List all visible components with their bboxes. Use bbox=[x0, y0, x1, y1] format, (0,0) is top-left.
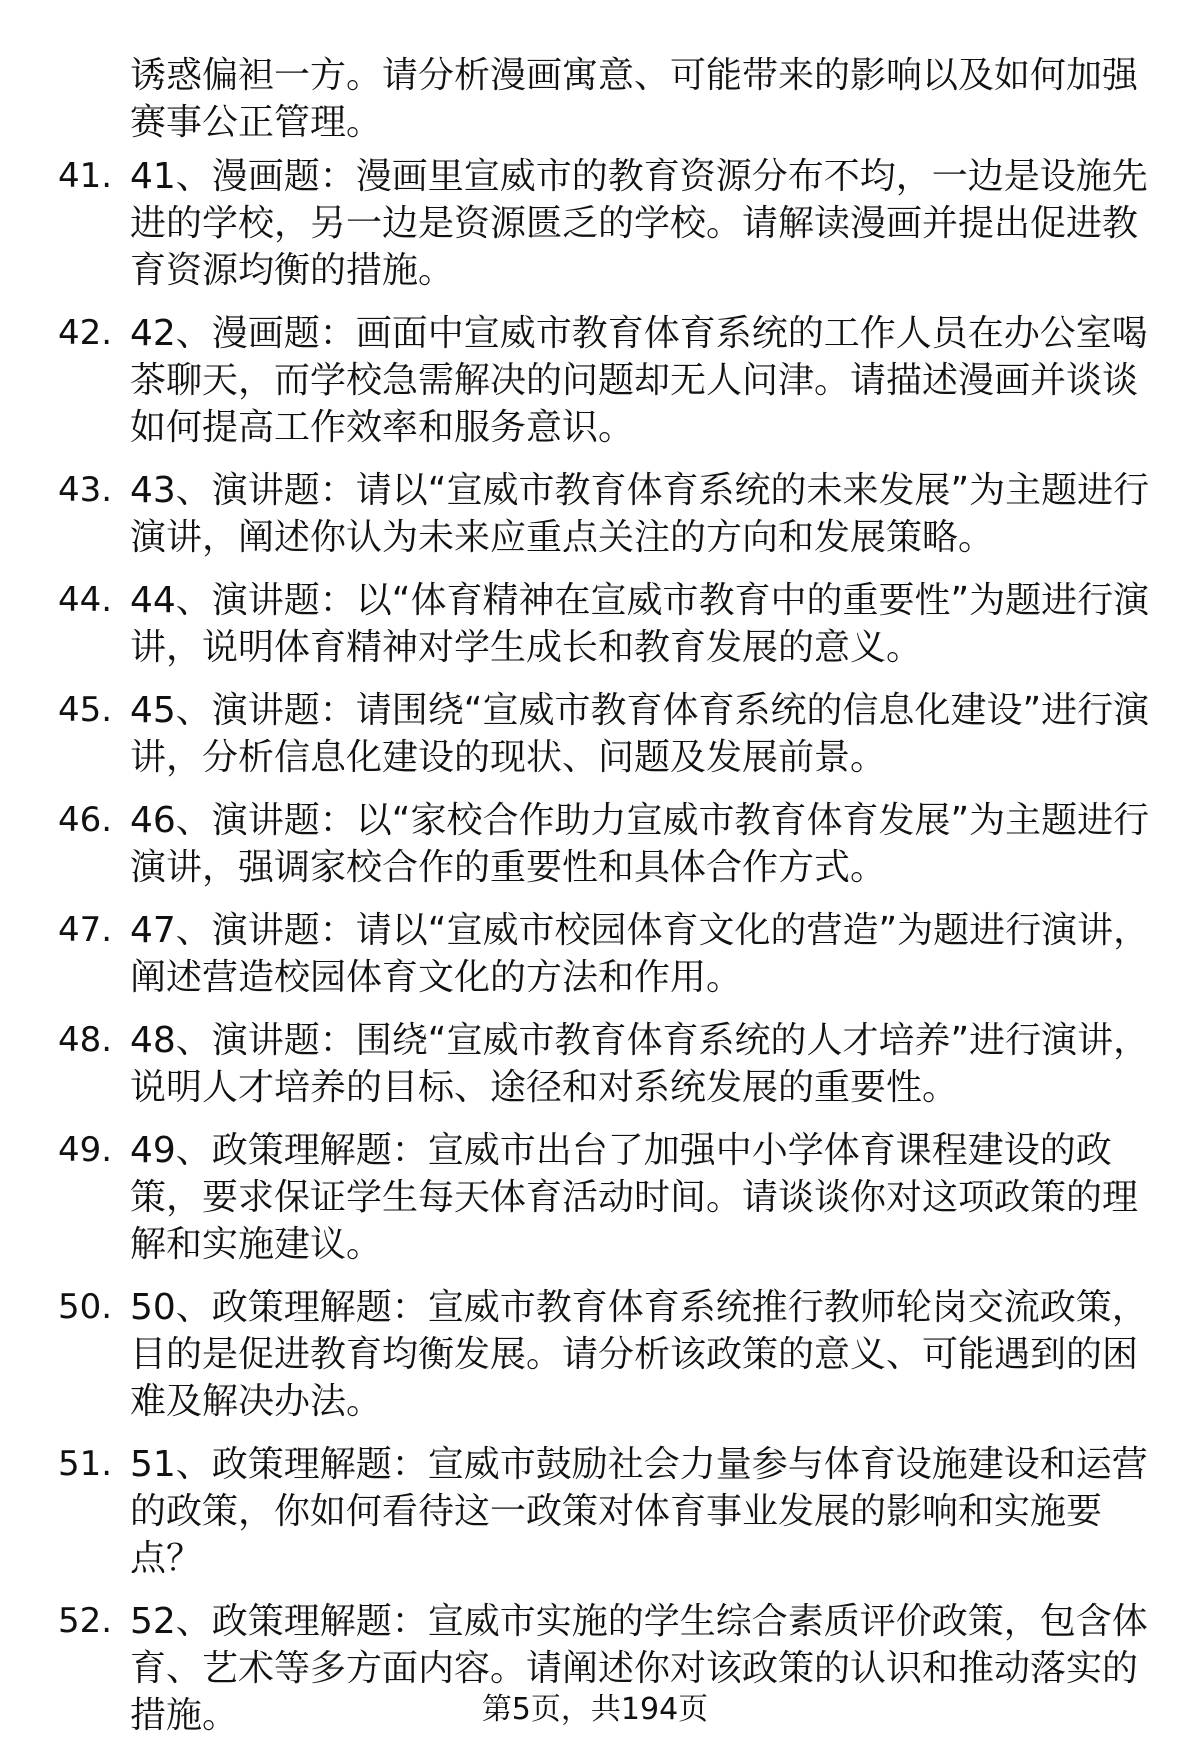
list-item bbox=[0, 310, 1190, 451]
item-number: 51. bbox=[58, 1444, 113, 1484]
list-item bbox=[0, 1127, 1190, 1268]
item-text: 48、演讲题：围绕“宣威市教育体育系统的人才培养”进行演讲，说明人才培养的目标、途径和对系统发展的重要性。 bbox=[130, 1020, 1150, 1108]
item-number: 41. bbox=[58, 156, 113, 196]
item-text: 46、演讲题：以“家校合作助力宣威市教育体育发展”为主题进行演讲，强调家校合作的重要性和具体合作方式。 bbox=[130, 800, 1150, 888]
list-item bbox=[0, 577, 1190, 671]
item-text: 49、政策理解题：宣威市出台了加强中小学体育课程建设的政策，要求保证学生每天体育活动时间。请谈谈你对这项政策的理解和实施建议。 bbox=[130, 1130, 1139, 1265]
item-number: 46. bbox=[58, 800, 113, 840]
list-item bbox=[0, 687, 1190, 781]
list-item bbox=[0, 797, 1190, 891]
item-text: 50、政策理解题：宣威市教育体育系统推行教师轮岗交流政策，目的是促进教育均衡发展。请分析该政策的意义、可能遇到的困难及解决办法。 bbox=[130, 1287, 1148, 1422]
item-text: 45、演讲题：请围绕“宣威市教育体育系统的信息化建设”进行演讲，分析信息化建设的现状、问题及发展前景。 bbox=[130, 690, 1150, 778]
item-number: 43. bbox=[58, 470, 113, 510]
item-number: 50. bbox=[58, 1287, 113, 1327]
item-number: 45. bbox=[58, 690, 113, 730]
item-text: 42、漫画题：画面中宣威市教育体育系统的工作人员在办公室喝茶聊天，而学校急需解决的问题却无人问津。请描述漫画并谈谈如何提高工作效率和服务意识。 bbox=[130, 313, 1148, 448]
list-item bbox=[0, 1441, 1190, 1582]
item-text: 47、演讲题：请以“宣威市校园体育文化的营造”为题进行演讲，阐述营造校园体育文化的方法和作用。 bbox=[130, 910, 1150, 998]
list-item bbox=[0, 1017, 1190, 1111]
question-list bbox=[0, 153, 1190, 1755]
item-number: 48. bbox=[58, 1020, 113, 1060]
continuation-paragraph: 诱惑偏袒一方。请分析漫画寓意、可能带来的影响以及如何加强赛事公正管理。 bbox=[130, 55, 1139, 143]
item-text: 41、漫画题：漫画里宣威市的教育资源分布不均，一边是设施先进的学校，另一边是资源匮乏的学校。请解读漫画并提出促进教育资源均衡的措施。 bbox=[130, 156, 1148, 291]
list-item bbox=[0, 153, 1190, 294]
item-text: 51、政策理解题：宣威市鼓励社会力量参与体育设施建设和运营的政策，你如何看待这一政策对体育事业发展的影响和实施要点？ bbox=[130, 1444, 1148, 1579]
item-number: 44. bbox=[58, 580, 113, 620]
item-text: 44、演讲题：以“体育精神在宣威市教育中的重要性”为题进行演讲，说明体育精神对学生成长和教育发展的意义。 bbox=[130, 580, 1150, 668]
page-number-footer: 第5页，共194页 bbox=[481, 1692, 709, 1727]
item-number: 47. bbox=[58, 910, 113, 950]
item-number: 52. bbox=[58, 1601, 113, 1641]
item-text: 43、演讲题：请以“宣威市教育体育系统的未来发展”为主题进行演讲，阐述你认为未来应重点关注的方向和发展策略。 bbox=[130, 470, 1150, 558]
list-item bbox=[0, 907, 1190, 1001]
item-number: 49. bbox=[58, 1130, 113, 1170]
list-item bbox=[0, 467, 1190, 561]
item-number: 42. bbox=[58, 313, 113, 353]
list-item bbox=[0, 1284, 1190, 1425]
item-text: 52、政策理解题：宣威市实施的学生综合素质评价政策，包含体育、艺术等多方面内容。请阐述你对该政策的认识和推动落实的措施。 bbox=[130, 1601, 1148, 1736]
